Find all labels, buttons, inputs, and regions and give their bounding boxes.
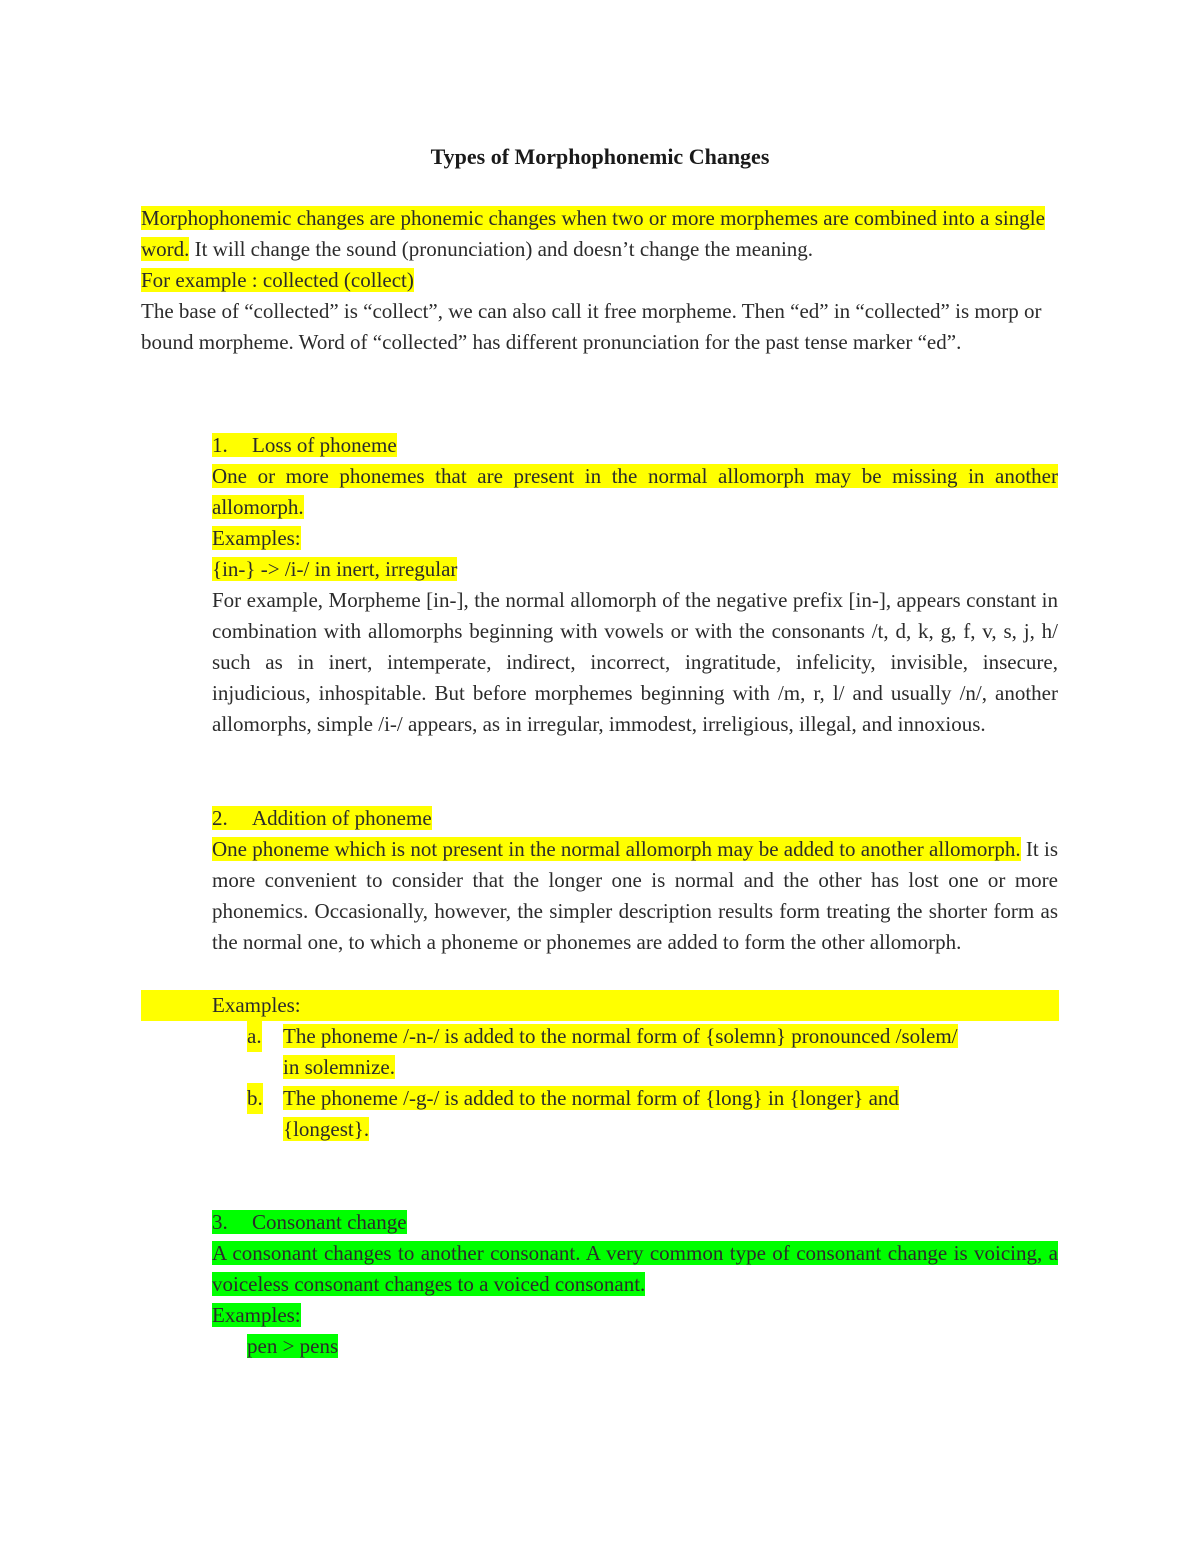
- example-b-line-1: The phoneme /-g-/ is added to the normal form of {long} in {longer} and: [283, 1086, 899, 1110]
- section-2-examples: [212, 990, 1058, 1021]
- list-marker-a: a.: [247, 1021, 262, 1052]
- section-3-number: 3.: [212, 1210, 228, 1234]
- section-1-heading: [212, 433, 397, 457]
- section-1-number: 1.: [212, 433, 228, 457]
- intro-explanation: The base of “collected” is “collect”, we can also call it free morpheme. Then “ed” in “collected” is morp or bound morpheme. Word of “collected” has different pronunciation for the past tense marker “ed”.: [141, 299, 1042, 354]
- section-3-example-text: pen > pens: [247, 1334, 339, 1358]
- intro-definition: [141, 203, 1061, 265]
- intro-section: [141, 203, 1061, 358]
- section-1-title: Loss of phoneme: [252, 433, 397, 457]
- section-2-examples-label: Examples:: [212, 993, 301, 1017]
- section-2-body: It is more convenient to consider that the longer one is normal and the other has lost one or more phonemics. Occasionally, however, the simpler description results form treating the shorter form as the normal one, to which a phoneme or phonemes are added to form the other allomorph.: [212, 837, 1059, 954]
- section-1-examples-label: Examples:: [212, 526, 301, 550]
- section-1-rule: {in-} -> /i-/ in inert, irregular: [212, 557, 458, 581]
- section-2-heading: [212, 806, 432, 830]
- section-consonant-change: [212, 1207, 1058, 1331]
- section-3-example: [247, 1331, 847, 1362]
- section-2-definition: One phoneme which is not present in the normal allomorph may be added to another allomorph.: [212, 837, 1021, 861]
- section-2-paragraph: [212, 834, 1058, 958]
- section-2-example-list: [247, 1021, 1059, 1145]
- section-loss-of-phoneme: [212, 430, 1058, 740]
- section-3-title: Consonant change: [252, 1210, 407, 1234]
- section-1-definition: One or more phonemes that are present in the normal allomorph may be missing in another allomorph.: [212, 464, 1058, 519]
- list-item: [247, 1083, 1059, 1145]
- section-addition-of-phoneme: [212, 803, 1058, 958]
- definition-rest: It will change the sound (pronunciation) and doesn’t change the meaning.: [189, 237, 814, 261]
- document-title: Types of Morphophonemic Changes: [430, 144, 770, 169]
- intro-example-line: For example : collected (collect): [141, 268, 414, 292]
- example-a-line-2: in solemnize.: [283, 1055, 395, 1079]
- section-2-number: 2.: [212, 806, 228, 830]
- section-1-body: For example, Morpheme [in-], the normal allomorph of the negative prefix [in-], appears constant in combination with allomorphs beginning with vowels or with the consonants /t, d, k, g, f, v, s, j, h/ such as in inert, intemperate, indirect, incorrect, ingratitude, infelicity, invisible, insecure, injudicious, inhospitable. But before morphemes beginning with /m, r, l/ and usually /n/, another allomorphs, simple /i-/ appears, as in irregular, immodest, irreligious, illegal, and innoxious.: [212, 588, 1058, 736]
- section-2-title: Addition of phoneme: [252, 806, 432, 830]
- section-3-definition: A consonant changes to another consonant. A very common type of consonant change is voicing, a voiceless consonant changes to a voiced consonant.: [212, 1241, 1058, 1296]
- section-3-examples-label: Examples:: [212, 1303, 301, 1327]
- section-3-heading: [212, 1210, 407, 1234]
- list-item: [247, 1021, 1059, 1083]
- example-b-line-2: {longest}.: [283, 1117, 370, 1141]
- list-marker-b: b.: [247, 1083, 263, 1114]
- example-a-line-1: The phoneme /-n-/ is added to the normal form of {solemn} pronounced /solem/: [283, 1024, 958, 1048]
- definition-highlight: Morphophonemic changes are phonemic changes when two or more morphemes are combined into a single word.: [141, 206, 1045, 261]
